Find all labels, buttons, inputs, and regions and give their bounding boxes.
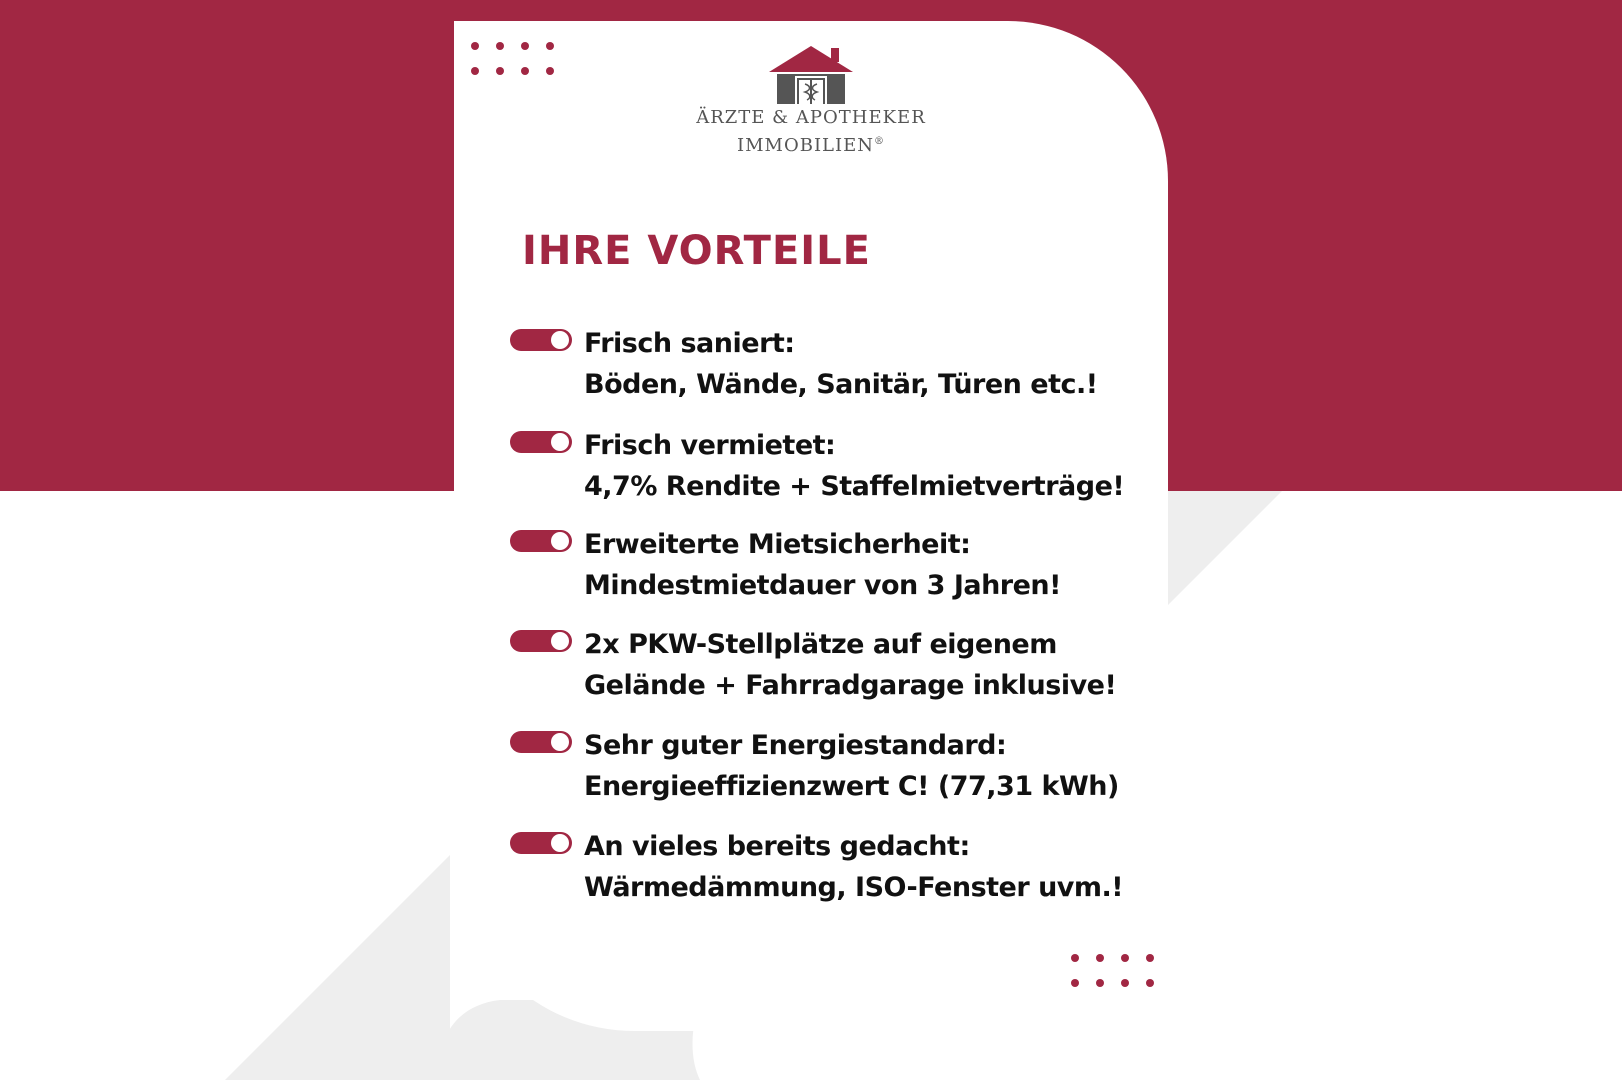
toggle-knob xyxy=(551,733,569,751)
toggle-knob xyxy=(551,632,569,650)
toggle-icon xyxy=(510,431,572,453)
registered-mark: ® xyxy=(874,136,886,147)
toggle-icon xyxy=(510,530,572,552)
benefit-text xyxy=(584,425,1124,507)
benefit-text xyxy=(584,624,1116,706)
toggle-knob xyxy=(551,433,569,451)
toggle-icon xyxy=(510,329,572,351)
benefit-detail: Gelände + Fahrradgarage inklusive! xyxy=(584,670,1117,701)
toggle-icon xyxy=(510,832,572,854)
benefit-title: 2x PKW-Stellplätze auf eigenem xyxy=(584,629,1057,660)
benefit-title: Frisch vermietet: xyxy=(584,430,836,461)
page-heading: IHRE VORTEILE xyxy=(522,228,871,274)
benefit-text xyxy=(584,725,1119,807)
company-logo xyxy=(686,42,936,162)
benefit-title: Erweiterte Mietsicherheit: xyxy=(584,529,971,560)
house-caduceus-icon xyxy=(765,42,857,106)
logo-line-1: ÄRZTE & APOTHEKER xyxy=(696,107,926,128)
toggle-icon xyxy=(510,630,572,652)
benefit-detail: 4,7% Rendite + Staffelmietverträge! xyxy=(584,471,1125,502)
benefit-title: Sehr guter Energiestandard: xyxy=(584,730,1007,761)
benefit-detail: Böden, Wände, Sanitär, Türen etc.! xyxy=(584,369,1098,400)
benefit-title: An vieles bereits gedacht: xyxy=(584,831,970,862)
benefit-detail: Energieeffizienzwert C! (77,31 kWh) xyxy=(584,771,1119,802)
benefit-text xyxy=(584,826,1123,908)
benefit-text xyxy=(584,323,1098,405)
benefit-title: Frisch saniert: xyxy=(584,328,795,359)
benefit-detail: Mindestmietdauer von 3 Jahren! xyxy=(584,570,1061,601)
toggle-knob xyxy=(551,532,569,550)
dot-pattern-top-left xyxy=(470,41,570,81)
benefit-detail: Wärmedämmung, ISO-Fenster uvm.! xyxy=(584,872,1124,903)
logo-line-2 xyxy=(686,130,936,158)
toggle-knob xyxy=(551,834,569,852)
toggle-icon xyxy=(510,731,572,753)
dot-pattern-bottom-right xyxy=(1070,953,1170,993)
logo-line-2-text: IMMOBILIEN xyxy=(736,135,875,156)
toggle-knob xyxy=(551,331,569,349)
benefit-text xyxy=(584,524,1061,606)
